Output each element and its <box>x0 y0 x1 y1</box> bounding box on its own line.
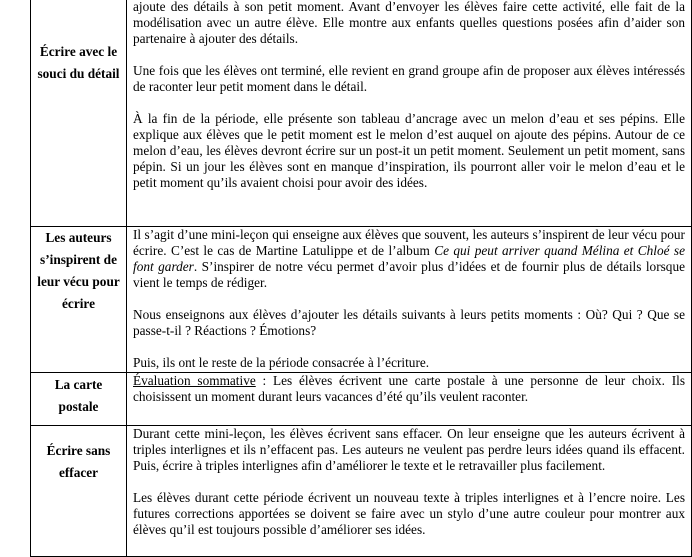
book-title: Ce qui peut arriver quand Mélina et Chloé se font garder <box>133 243 685 274</box>
paragraph: Durant cette mini-leçon, les élèves écrivent sans effacer. On leur enseigne que les auteurs écrivent à triples interlignes et ils n’effacent pas. Les auteurs ne veulent pas perdre leurs idées quand ils effacent. Puis, écrire à triples interlignes afin d’améliorer le texte et le retravailler plus facilement. <box>133 426 685 473</box>
row-content-cell <box>127 227 692 373</box>
paragraph: Puis, ils ont le reste de la période consacrée à l’écriture. <box>133 355 430 370</box>
row-label-cell <box>31 426 127 557</box>
row-label: Les auteurs s’inspirent de leur vécu pour écrire <box>37 230 120 311</box>
row-label: Écrire avec le souci du détail <box>37 44 120 81</box>
row-content-cell <box>127 0 692 227</box>
table-row <box>31 426 692 557</box>
paragraph: Une fois que les élèves ont terminé, elle revient en grand groupe afin de proposer aux élèves intéressés de raconter leur petit moment dans le détail. <box>133 63 685 94</box>
row-content-cell <box>127 426 692 557</box>
row-label: Écrire sans effacer <box>46 443 111 480</box>
row-label-cell <box>31 373 127 426</box>
table-row <box>31 373 692 426</box>
row-content-cell <box>127 373 692 426</box>
row-label-cell <box>31 227 127 373</box>
paragraph: Les élèves durant cette période écrivent un nouveau texte à triples interlignes et à l’encre noire. Les futures corrections apportées se doivent se faire avec un stylo d’une autre couleur pour montrer aux élèves qu’il est toujours possible d’améliorer ses idées. <box>133 490 685 537</box>
text-run: . S’inspirer de notre vécu permet d’avoir plus d’idées et de fournir plus de détails lorsque vient le temps de rédiger. <box>133 259 685 290</box>
paragraph: Nous enseignons aux élèves d’ajouter les détails suivants à leurs petits moments : Où? Qui ? Que se passe-t-il ? Réactions ? Émotions? <box>133 307 685 338</box>
text-run: : Les élèves écrivent une carte postale à une personne de leur choix. Ils choisissent un moment durant leurs vacances d’été qu’ils veulent raconter. <box>133 373 685 404</box>
row-label-cell <box>31 0 127 227</box>
paragraph: À la fin de la période, elle présente son tableau d’ancrage avec un melon d’eau et ses pépins. Elle explique aux élèves que le petit moment est le melon d’est auquel on ajoute des pépins. Autour de ce melon d’eau, les élèves devront écrire sur un post-it un petit moment. Seulement un petit moment, sans pépin. Si un jour les élèves sont en manque d’inspiration, ils pourront aller voir le melon d’eau et le petit moment qu’ils avaient choisi pour avoir des idées. <box>133 111 685 190</box>
paragraph <box>133 373 685 405</box>
text-run: Il s’agit d’une mini-leçon qui enseigne aux élèves que souvent, les auteurs s’inspirent de leur vécu pour écrire. C’est le cas de Martine Latulippe et de l’album <box>133 227 685 258</box>
paragraph: ajoute des détails à son petit moment. Avant d’envoyer les élèves faire cette activité, elle fait de la modélisation avec un autre élève. Elle montre aux enfants quelles questions posées afin d’aider son partenaire à ajouter des détails. <box>133 0 685 46</box>
paragraph <box>133 227 685 291</box>
lesson-table <box>30 0 692 557</box>
evaluation-label: Évaluation sommative <box>133 373 256 388</box>
row-label: La carte postale <box>54 377 103 414</box>
table-row <box>31 227 692 373</box>
table-row <box>31 0 692 227</box>
